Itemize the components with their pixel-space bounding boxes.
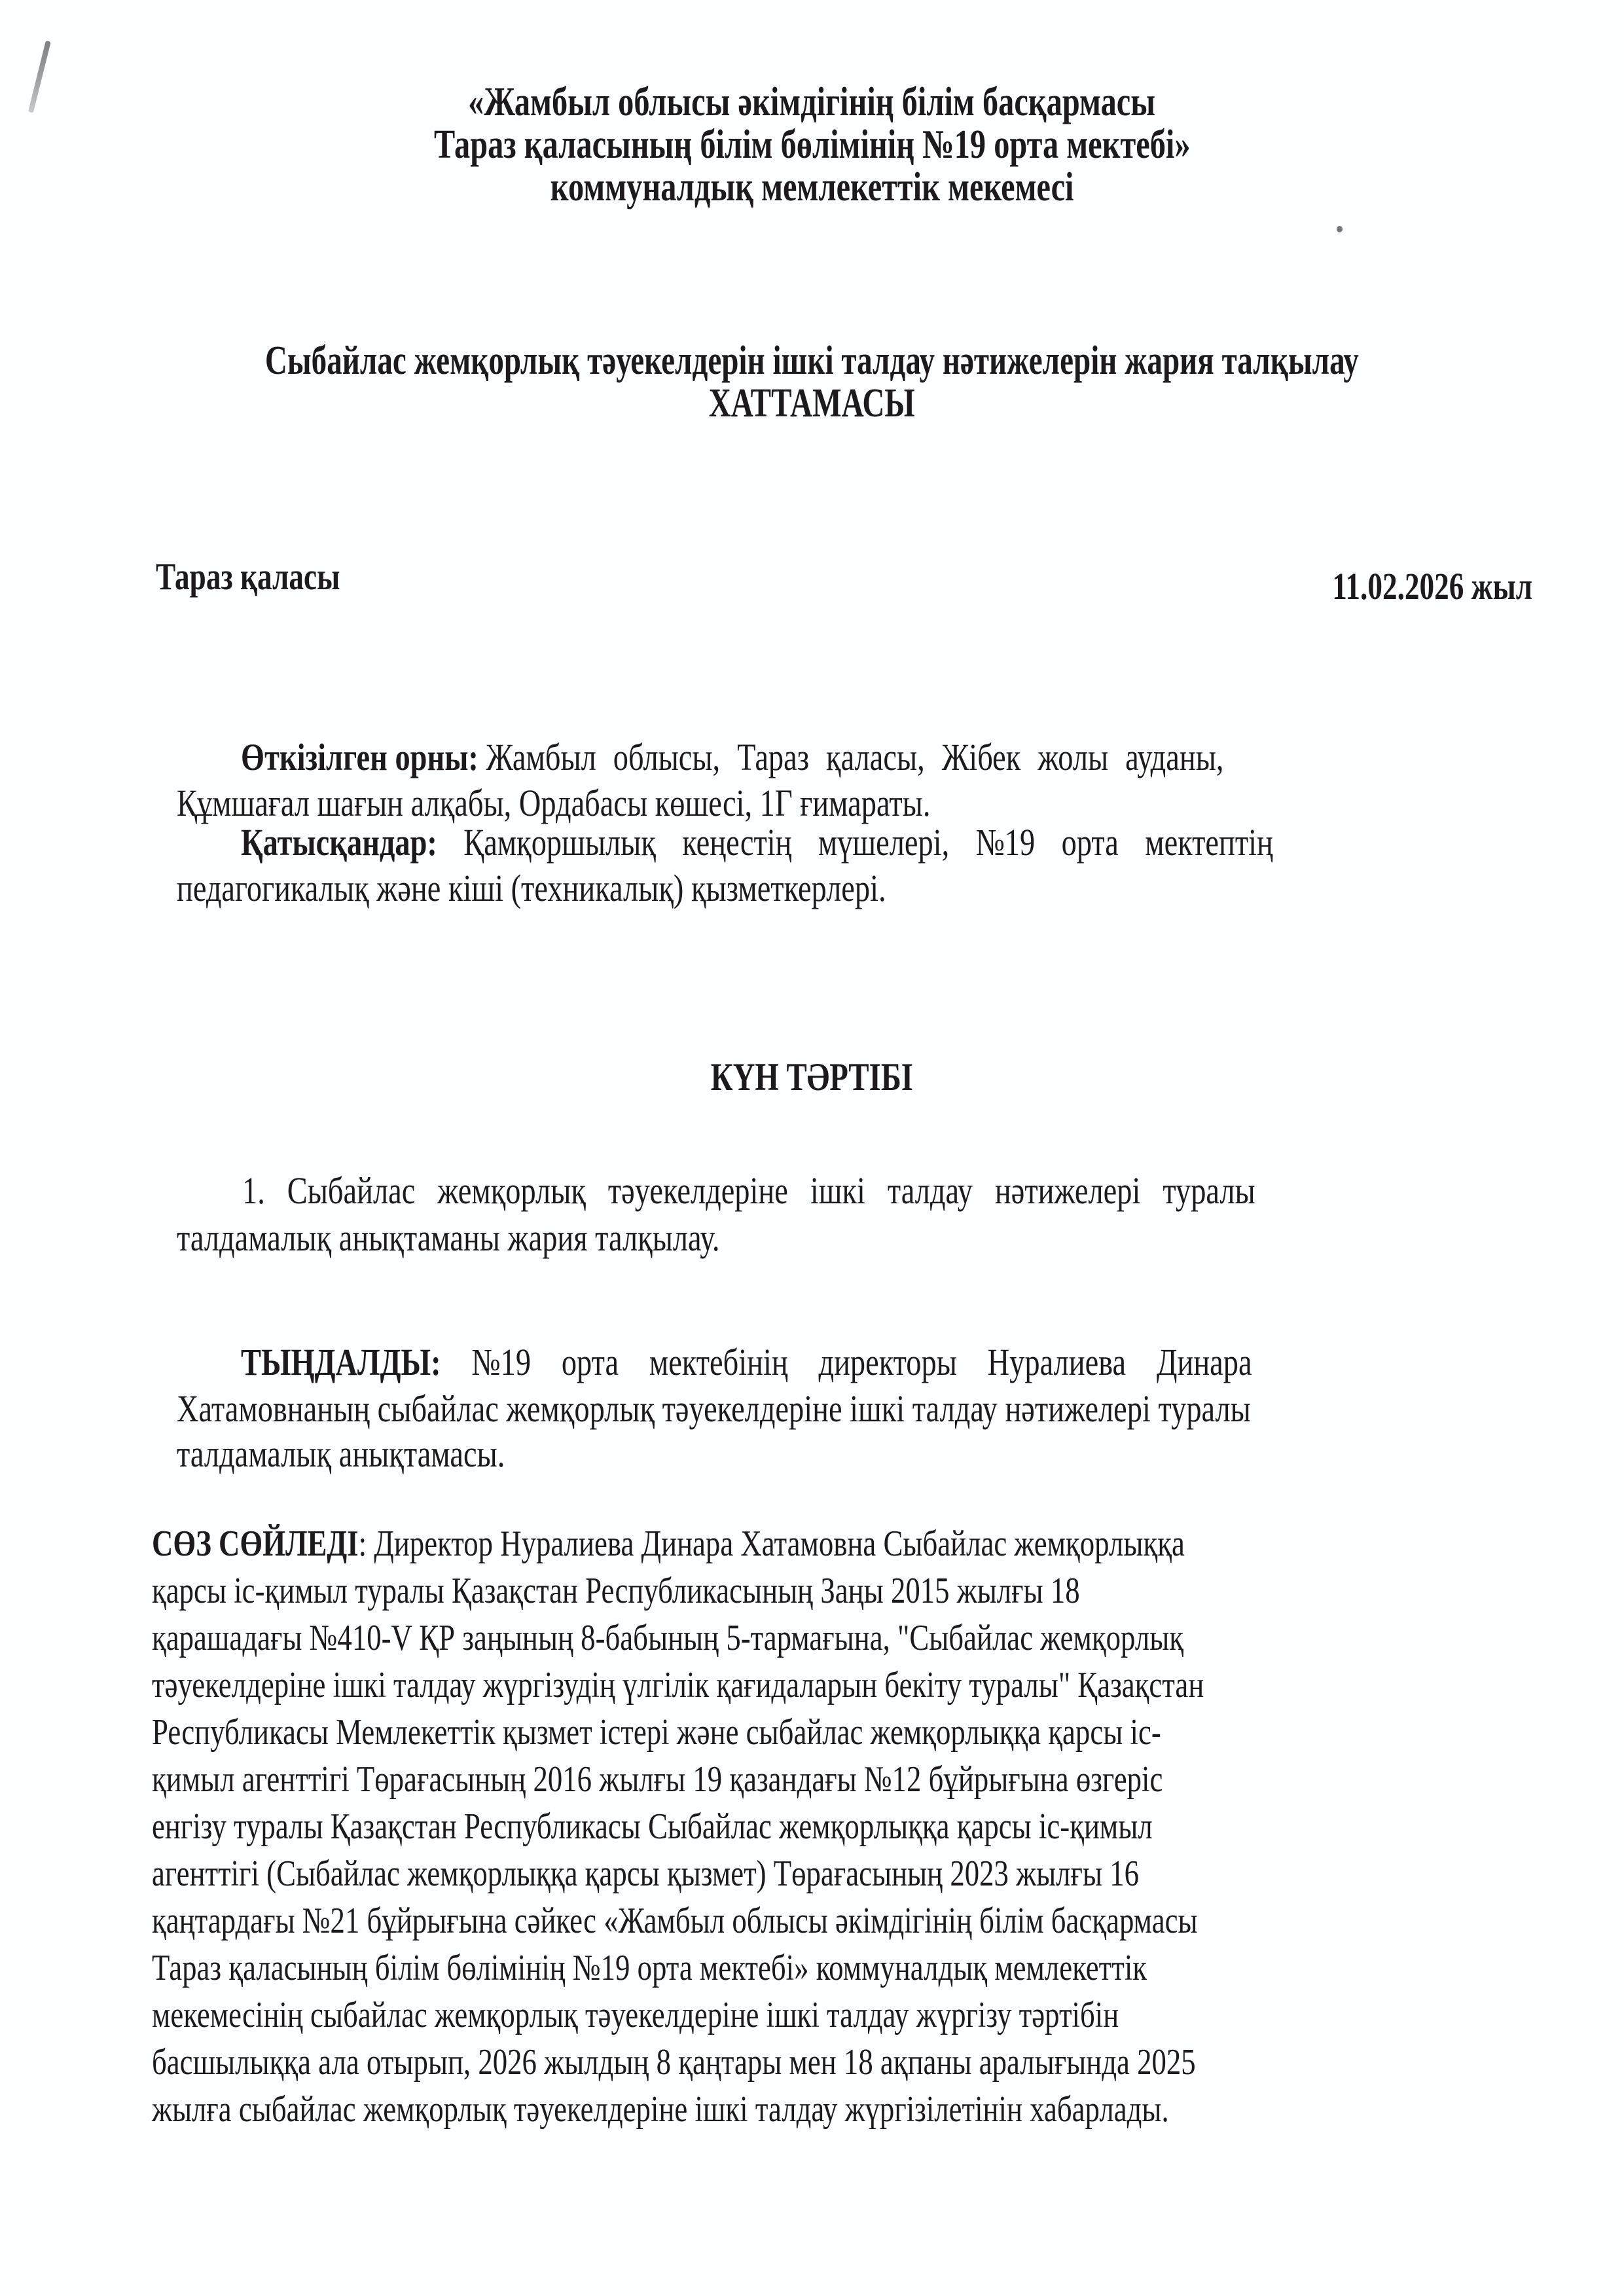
spoke-text-1: : Директор Нуралиева Динара Хатамовна Сыбайлас жемқорлыққа xyxy=(358,1523,1185,1564)
agenda-item-1-line-1: 1. Сыбайлас жемқорлық тәуекелдеріне ішкі талдау нәтижелері туралы xyxy=(242,1169,1255,1212)
venue-line-2: Құмшағал шағын алқабы, Ордабасы көшесі, 1Г ғимараты. xyxy=(177,782,931,824)
document-date: 11.02.2026 жыл xyxy=(1332,565,1532,608)
venue-label: Өткізілген орны: xyxy=(241,736,478,778)
document-subtitle: ХАТТАМАСЫ xyxy=(709,381,915,426)
heard-label: ТЫҢДАЛДЫ: xyxy=(241,1341,441,1383)
participants-label: Қатысқандар: xyxy=(241,821,437,864)
venue-text-1: Жамбыл облысы, Тараз қаласы, Жібек жолы ауданы, xyxy=(486,736,1224,778)
spoke-line: Тараз қаласының білім бөлімінің №19 орта мектебі» коммуналдық мемлекеттік xyxy=(152,1948,1147,1988)
spoke-line: жылға сыбайлас жемқорлық тәуекелдеріне ішкі талдау жүргізілетінін хабарлады. xyxy=(152,2089,1169,2130)
spoke-line: қимыл агенттігі Төрағасының 2016 жылғы 19 қазандағы №12 бұйрығына өзгеріс xyxy=(152,1759,1163,1800)
heard-line-3: талдамалық анықтамасы. xyxy=(177,1432,505,1475)
agenda-item-1-line-2: талдамалық анықтаманы жария талқылау. xyxy=(177,1216,720,1259)
spoke-line: қарашадағы №410-V ҚР заңының 8-бабының 5-тармағына, "Сыбайлас жемқорлық xyxy=(152,1618,1184,1658)
spoke-line: Республикасы Мемлекеттік қызмет істері және сыбайлас жемқорлыққа қарсы іс- xyxy=(152,1712,1161,1753)
heard-text-1: №19 орта мектебінің директоры Нуралиева Динара xyxy=(471,1341,1252,1383)
spoke-line-1 xyxy=(152,1525,1185,1562)
heard-line-2: Хатамовнаның сыбайлас жемқорлық тәуекелдеріне ішкі талдау нәтижелері туралы xyxy=(177,1387,1251,1430)
org-header-line-2: Тараз қаласының білім бөлімінің №19 орта мектебі» xyxy=(433,122,1191,167)
ink-dot xyxy=(1337,226,1343,232)
participants-text-1: Қамқоршылық кеңестің мүшелері, №19 орта мектептің xyxy=(463,821,1273,864)
participants-line-1 xyxy=(241,821,1273,864)
spoke-line: басшылыққа ала отырып, 2026 жылдың 8 қаңтары мен 18 ақпаны аралығында 2025 xyxy=(152,2042,1196,2083)
spoke-line: мекемесінің сыбайлас жемқорлық тәуекелдеріне ішкі талдау жүргізу тәртібін xyxy=(152,1995,1119,2035)
city-label: Тараз қаласы xyxy=(156,555,340,598)
spoke-line: қаңтардағы №21 бұйрығына сәйкес «Жамбыл облысы әкімдігінің білім басқармасы xyxy=(152,1901,1198,1941)
spoke-line: қарсы іс-қимыл туралы Қазақстан Республикасының Заңы 2015 жылғы 18 xyxy=(152,1571,1080,1611)
venue-line-1 xyxy=(241,738,1223,776)
agenda-title: КҮН ТӘРТІБІ xyxy=(710,1055,914,1099)
participants-line-2: педагогикалық және кіші (техникалық) қызметкерлері. xyxy=(177,867,886,909)
spoke-label: СӨЗ СӨЙЛЕДІ xyxy=(152,1523,359,1564)
org-header-line-3: коммуналдық мемлекеттік мекемесі xyxy=(550,165,1074,210)
org-header-line-1: «Жамбыл облысы әкімдігінің білім басқармасы xyxy=(468,80,1156,124)
spoke-line: енгізу туралы Қазақстан Республикасы Сыбайлас жемқорлыққа қарсы іс-қимыл xyxy=(152,1806,1153,1847)
spoke-line: агенттігі (Сыбайлас жемқорлыққа қарсы қызмет) Төрағасының 2023 жылғы 16 xyxy=(152,1853,1139,1894)
heard-line-1 xyxy=(241,1343,1252,1381)
spoke-line: тәуекелдеріне ішкі талдау жүргізудің үлгілік қағидаларын бекіту туралы" Қазақстан xyxy=(152,1665,1204,1705)
document-title: Сыбайлас жемқорлық тәуекелдерін ішкі талдау нәтижелерін жария талқылау xyxy=(265,338,1359,383)
